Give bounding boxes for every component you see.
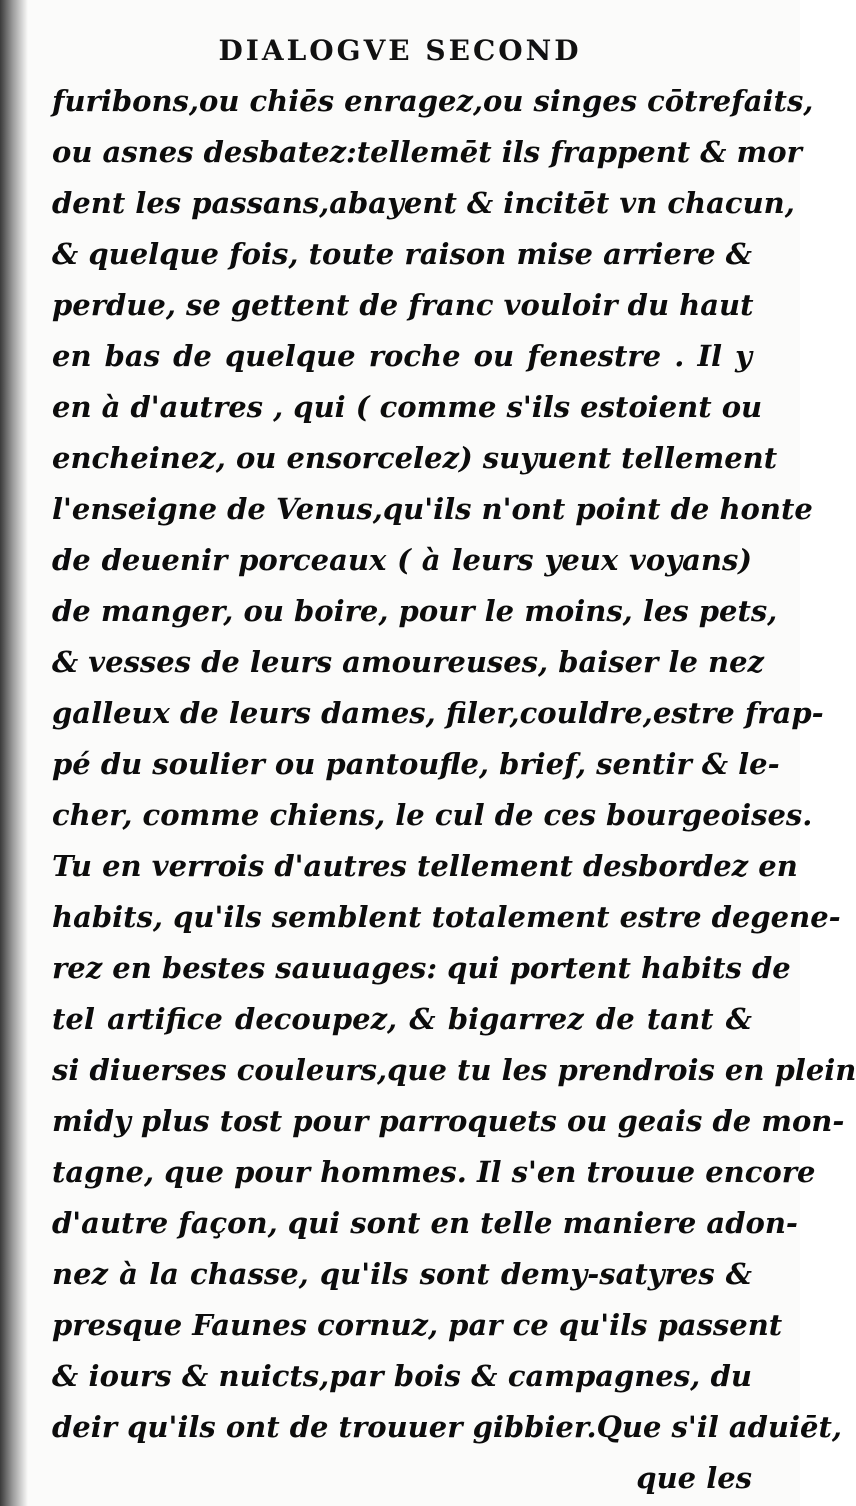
text-line: tel artifice decoupez, & bigarrez de tant &	[52, 1002, 752, 1036]
text-line: perdue, se gettent de franc vouloir du haut	[52, 288, 754, 322]
text-line: rez en bestes sauuages: qui portent habits de	[52, 951, 791, 985]
text-line: pé du soulier ou pantoufle, brief, sentir & le-	[52, 747, 780, 781]
text-line: si diuerses couleurs,que tu les prendrois en plein	[52, 1053, 856, 1087]
text-line: & vesses de leurs amoureuses, baiser le nez	[52, 645, 765, 679]
running-head: DIALOGVE SECOND	[218, 34, 582, 67]
text-line: nez à la chasse, qu'ils sont demy-satyres &	[52, 1257, 752, 1291]
text-line: dent les passans,abayent & incitēt vn chacun,	[52, 186, 795, 220]
text-line: Tu en verrois d'autres tellement desbordez en	[52, 849, 798, 883]
text-line: l'enseigne de Venus,qu'ils n'ont point de honte	[52, 492, 813, 526]
text-line: galleux de leurs dames, filer,couldre,estre frap-	[52, 696, 824, 730]
text-line: d'autre façon, qui sont en telle maniere adon-	[52, 1206, 798, 1240]
text-line: presque Faunes cornuz, par ce qu'ils passent	[52, 1308, 783, 1342]
text-line: furibons,ou chiēs enragez,ou singes cōtrefaits,	[52, 84, 814, 118]
text-line: ou asnes desbatez:tellemēt ils frappent & mor	[52, 135, 802, 169]
text-line: & iours & nuicts,par bois & campagnes, du	[52, 1359, 752, 1393]
text-line: cher, comme chiens, le cul de ces bourgeoises.	[52, 798, 813, 832]
page-gutter-shadow	[0, 0, 28, 1506]
text-line: de manger, ou boire, pour le moins, les pets,	[52, 594, 778, 628]
text-line: encheinez, ou ensorcelez) suyuent tellement	[52, 441, 778, 475]
text-line: midy plus tost pour parroquets ou geais de mon-	[52, 1104, 845, 1138]
text-line: en bas de quelque roche ou fenestre . Il y	[52, 339, 752, 373]
text-line: de deuenir porceaux ( à leurs yeux voyans)	[52, 543, 752, 577]
text-line: habits, qu'ils semblent totalement estre degene-	[52, 900, 841, 934]
text-line: en à d'autres , qui ( comme s'ils estoient ou	[52, 390, 763, 424]
body-text	[52, 76, 856, 1504]
text-line: & quelque fois, toute raison mise arriere &	[52, 237, 752, 271]
catchword: que les	[636, 1461, 752, 1495]
text-line: tagne, que pour hommes. Il s'en trouue encore	[52, 1155, 816, 1189]
text-line: deir qu'ils ont de trouuer gibbier.Que s'il aduiēt,	[52, 1410, 842, 1444]
